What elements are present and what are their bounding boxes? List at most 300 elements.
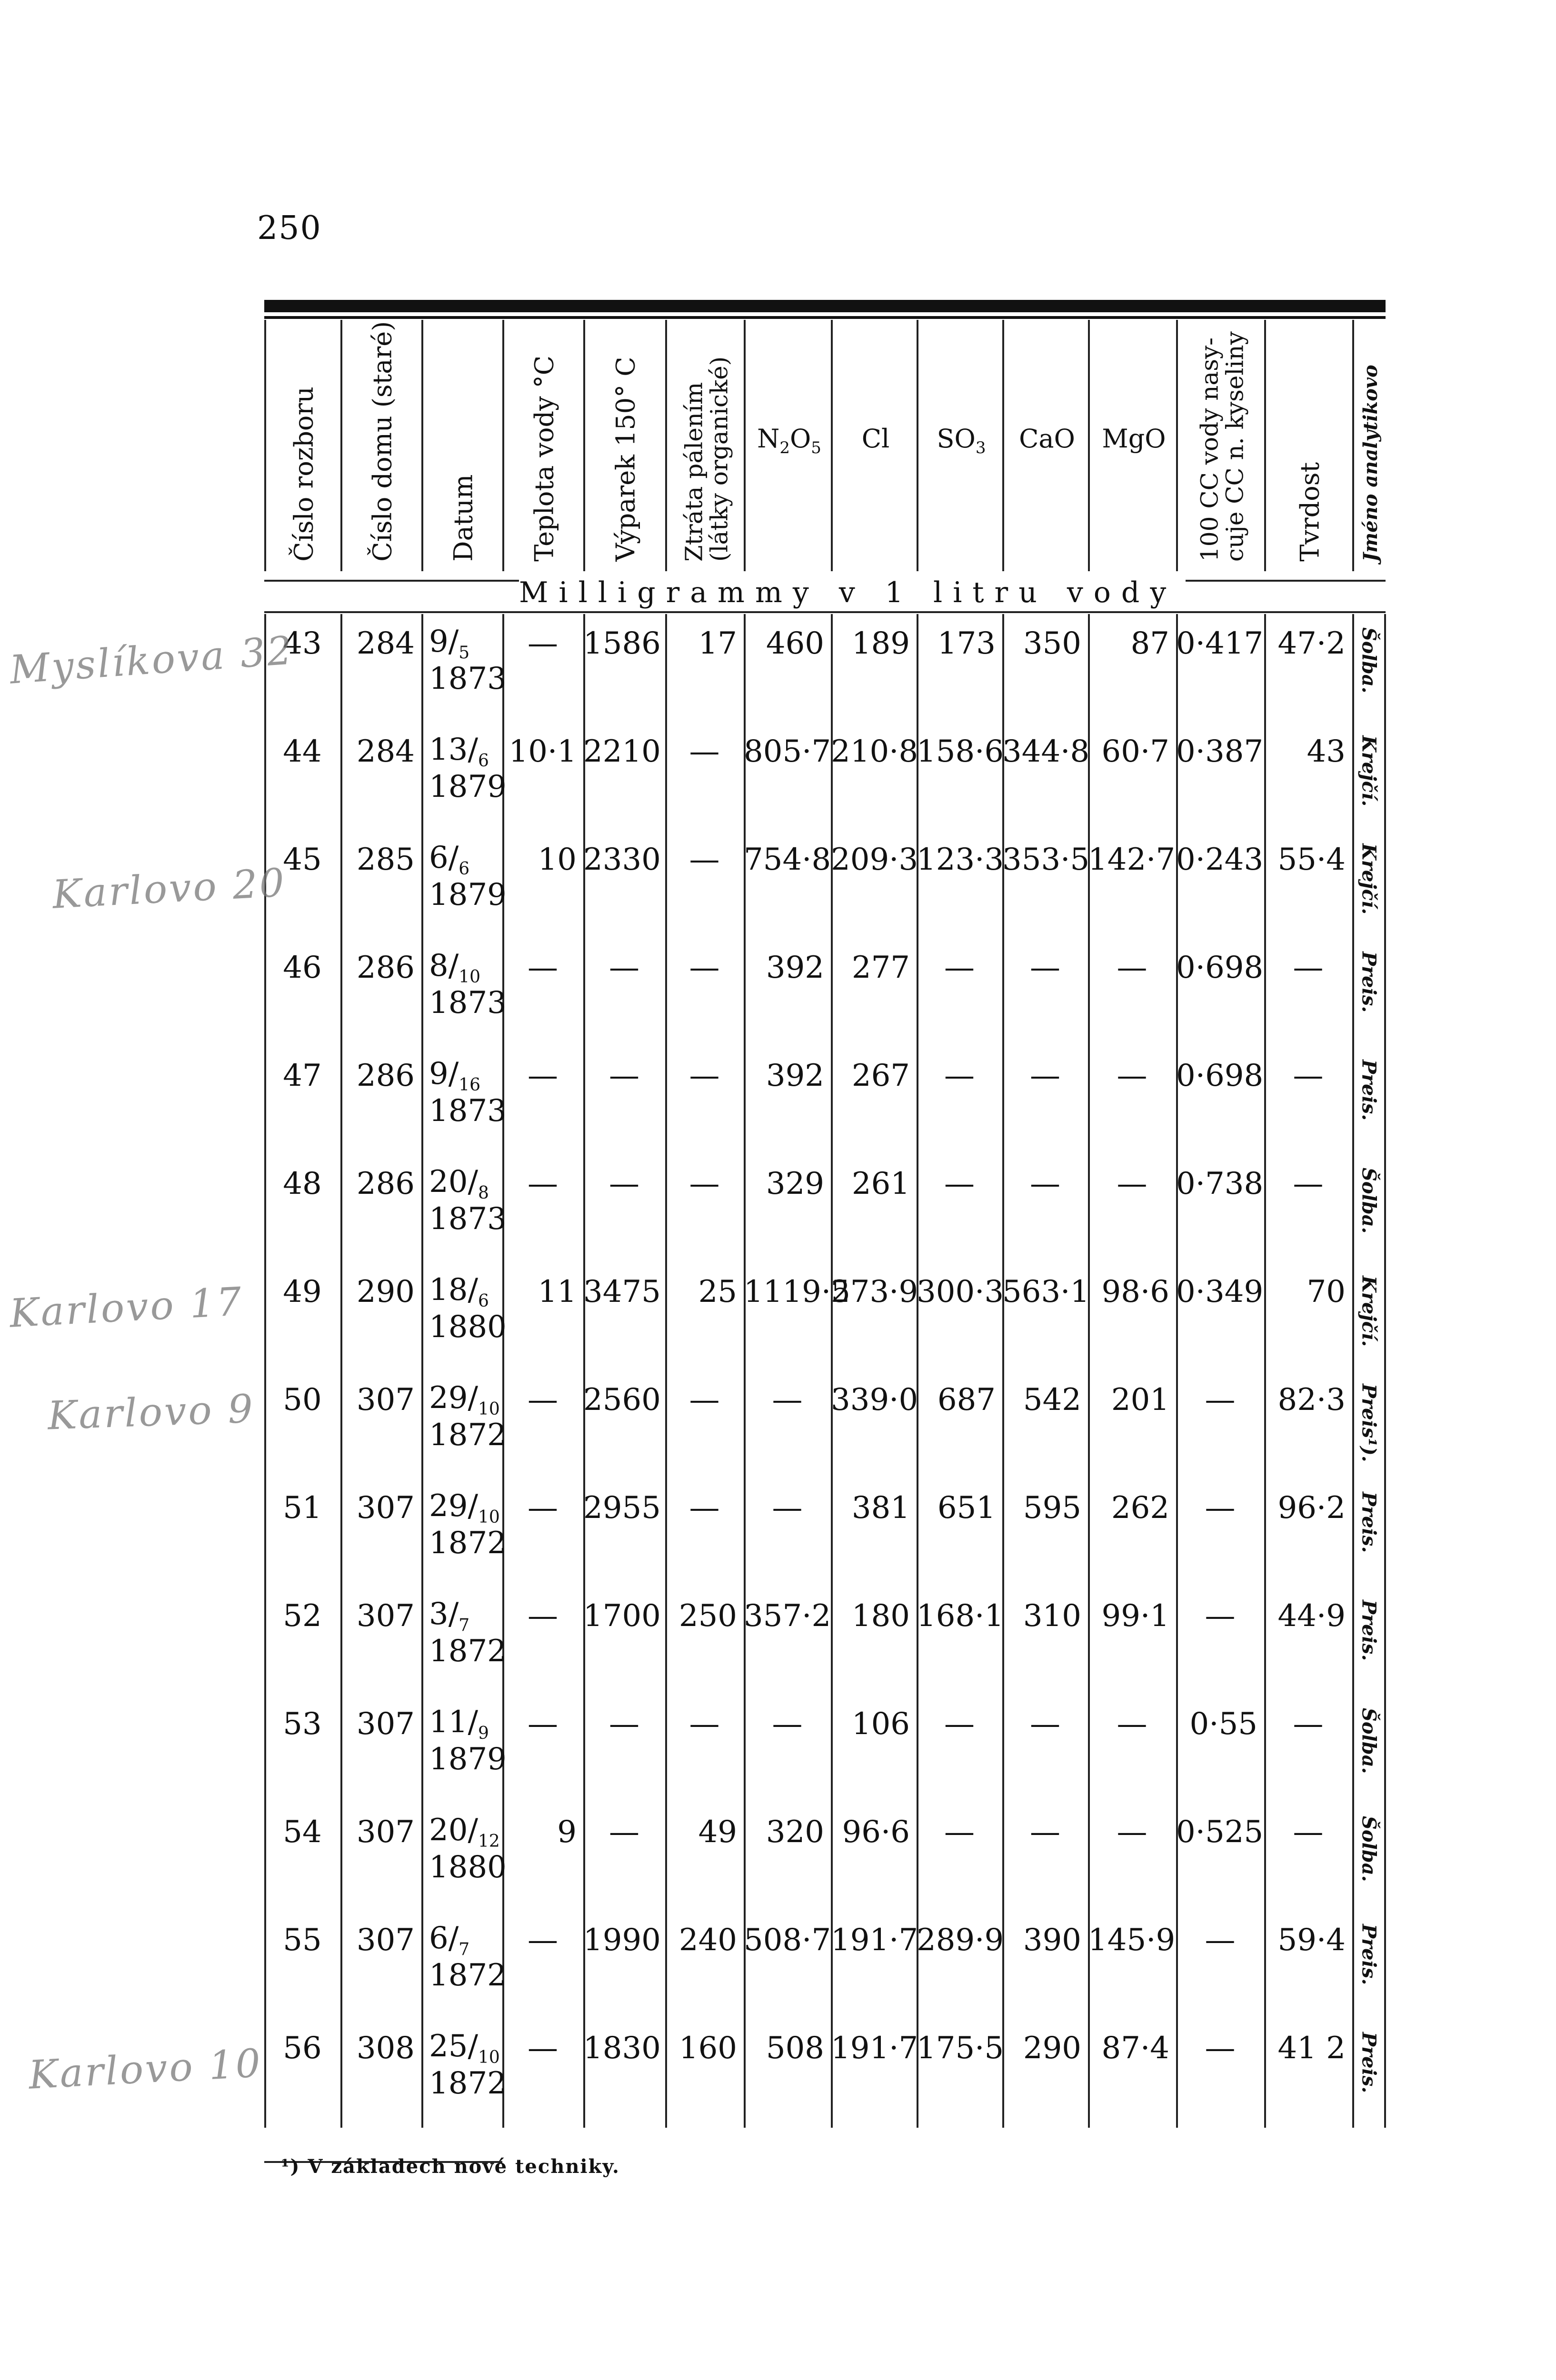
analyst-name: Preis¹). — [1357, 1384, 1380, 1462]
cell-ztrata: — — [689, 1166, 720, 1201]
date-slash: / — [468, 1272, 478, 1308]
cell-analytik — [1352, 1375, 1386, 1461]
cell-tvrdost: 96·2 — [1277, 1490, 1346, 1526]
table-row — [264, 727, 1386, 835]
cell-ztrata: 49 — [698, 1815, 737, 1850]
cell-analytik — [1352, 1051, 1386, 1137]
analyst-name: Krejčí. — [1357, 843, 1380, 915]
analyst-name: Preis. — [1357, 1492, 1380, 1553]
cell-kyseliny: — — [1205, 1382, 1236, 1418]
cell-mgo: 87 — [1130, 626, 1169, 661]
cell-rozbor: 43 — [283, 626, 322, 661]
cell-cao: 310 — [1023, 1598, 1081, 1634]
cell-so3: 158·6 — [917, 734, 1004, 769]
date-month: 5 — [459, 643, 470, 663]
date-day: 9 — [429, 624, 449, 659]
cell-mgo: 201 — [1111, 1382, 1169, 1418]
date-month: 16 — [459, 1075, 481, 1095]
date-slash: / — [448, 624, 459, 659]
cell-cao: 542 — [1023, 1382, 1081, 1418]
analyst-name: Preis. — [1357, 1600, 1380, 1661]
cell-tvrdost: 55·4 — [1277, 842, 1346, 877]
cell-cl: 106 — [851, 1706, 910, 1742]
cell-cl: 189 — [851, 626, 910, 661]
analyst-name: Šolba. — [1357, 1168, 1380, 1234]
cell-rozbor: 52 — [283, 1598, 322, 1634]
cell-rozbor: 44 — [283, 734, 322, 769]
column-header-cl — [831, 320, 918, 571]
cell-rozbor: 47 — [283, 1058, 322, 1093]
cell-mgo: 87·4 — [1101, 2031, 1169, 2066]
cell-datum — [421, 1159, 507, 1245]
cell-analytik — [1352, 1915, 1386, 2001]
table-row — [264, 1915, 1386, 2023]
date-slash: / — [468, 2029, 478, 2064]
cell-analytik — [1352, 727, 1386, 813]
date-slash: / — [448, 840, 459, 875]
table-row — [264, 1051, 1386, 1159]
top-rule-thin — [264, 316, 1386, 319]
cell-kyseliny: 0·55 — [1189, 1706, 1257, 1742]
date-year: 1873 — [429, 1093, 507, 1129]
column-header-tvrdost — [1264, 320, 1354, 571]
cell-dum: 308 — [356, 2031, 415, 2066]
cell-tvrdost: 82·3 — [1277, 1382, 1346, 1418]
cell-teplota: — — [528, 1166, 558, 1201]
cell-datum — [421, 2023, 507, 2109]
cell-teplota: — — [528, 1598, 558, 1634]
cell-dum: 286 — [356, 1058, 415, 1093]
cell-cao: — — [1030, 1058, 1060, 1093]
cell-vyparek: 1586 — [583, 626, 661, 661]
table-row — [264, 619, 1386, 727]
cell-n2o5: 460 — [766, 626, 824, 661]
cell-dum: 307 — [356, 1598, 415, 1634]
column-header-so3 — [917, 320, 1004, 571]
cell-analytik — [1352, 1159, 1386, 1245]
cell-teplota: — — [528, 626, 558, 661]
footnote: ¹) V základech nové techniky. — [281, 2155, 620, 2178]
cell-ztrata: 17 — [698, 626, 737, 661]
date-month: 6 — [478, 1291, 489, 1311]
cell-mgo: 98·6 — [1101, 1274, 1169, 1309]
cell-analytik — [1352, 619, 1386, 704]
units-label: Milligrammy v 1 litru vody — [519, 576, 1186, 609]
cell-tvrdost: 41 2 — [1277, 2031, 1346, 2066]
cell-analytik — [1352, 1591, 1386, 1677]
margin-note: Karlovo 20 — [51, 860, 288, 918]
cell-vyparek: 2560 — [583, 1382, 661, 1418]
cell-teplota: — — [528, 2031, 558, 2066]
cell-so3: 300·3 — [917, 1274, 1004, 1309]
cell-so3: — — [944, 950, 975, 985]
cell-dum: 284 — [356, 734, 415, 769]
cell-mgo: — — [1117, 1815, 1147, 1850]
cell-datum — [421, 1375, 507, 1461]
cell-vyparek: 1830 — [583, 2031, 661, 2066]
analyst-name: Šolba. — [1357, 627, 1380, 694]
cell-cl: 261 — [851, 1166, 910, 1201]
cell-dum: 285 — [356, 842, 415, 877]
column-header-label: MgO — [1102, 424, 1166, 454]
date-day: 29 — [429, 1380, 468, 1416]
cell-tvrdost: 44·9 — [1277, 1598, 1346, 1634]
cell-cl: 209·3 — [831, 842, 918, 877]
cell-cl: 273·9 — [831, 1274, 918, 1309]
date-year: 1880 — [429, 1309, 507, 1345]
cell-rozbor: 45 — [283, 842, 322, 877]
cell-analytik — [1352, 1807, 1386, 1893]
cell-tvrdost: — — [1293, 1166, 1324, 1201]
table-header — [264, 320, 1386, 571]
cell-datum — [421, 943, 507, 1029]
cell-cl: 277 — [851, 950, 910, 985]
cell-vyparek: — — [609, 1706, 639, 1742]
cell-kyseliny: 0·417 — [1176, 626, 1264, 661]
cell-datum — [421, 1591, 507, 1677]
column-header-label: $SO_3$ — [937, 424, 986, 457]
cell-kyseliny: 0·698 — [1176, 950, 1264, 985]
date-day: 9 — [429, 1056, 449, 1091]
cell-mgo: 262 — [1111, 1490, 1169, 1526]
cell-n2o5: — — [772, 1490, 803, 1526]
analyst-name: Preis. — [1357, 952, 1380, 1013]
date-year: 1873 — [429, 985, 507, 1021]
date-year: 1872 — [429, 1525, 507, 1561]
analyst-name: Krejčí. — [1357, 735, 1380, 807]
cell-n2o5: 392 — [766, 950, 824, 985]
cell-teplota: 10 — [538, 842, 577, 877]
cell-ztrata: — — [689, 1490, 720, 1526]
cell-rozbor: 48 — [283, 1166, 322, 1201]
cell-dum: 307 — [356, 1382, 415, 1418]
cell-dum: 307 — [356, 1923, 415, 1958]
cell-datum — [421, 835, 507, 921]
column-header-label: Ztráta pálením (látky organické) — [680, 356, 733, 562]
table-row — [264, 1375, 1386, 1483]
date-day: 11 — [429, 1705, 468, 1740]
table-row — [264, 1483, 1386, 1591]
date-slash: / — [468, 1813, 478, 1848]
cell-kyseliny: 0·243 — [1176, 842, 1264, 877]
cell-kyseliny: 0·387 — [1176, 734, 1264, 769]
column-header-label: Teplota vody °C — [529, 356, 559, 562]
column-header-label: 100 CC vody nasy- cuje CC n. kyseliny — [1196, 331, 1248, 562]
cell-mgo: 142·7 — [1088, 842, 1176, 877]
cell-kyseliny: 0·349 — [1176, 1274, 1264, 1309]
cell-tvrdost: — — [1293, 1815, 1324, 1850]
cell-so3: 168·1 — [917, 1598, 1004, 1634]
column-header-ztrata — [665, 320, 746, 571]
column-header-dum — [340, 320, 423, 571]
cell-cao: — — [1030, 1166, 1060, 1201]
cell-n2o5: — — [772, 1382, 803, 1418]
cell-tvrdost: — — [1293, 950, 1324, 985]
cell-dum: 286 — [356, 950, 415, 985]
table-row — [264, 1699, 1386, 1807]
analyst-name: Krejčí. — [1357, 1276, 1380, 1347]
cell-datum — [421, 1051, 507, 1137]
cell-cao: 390 — [1023, 1923, 1081, 1958]
cell-so3: 175·5 — [917, 2031, 1004, 2066]
date-day: 25 — [429, 2029, 468, 2064]
date-slash: / — [468, 1380, 478, 1416]
date-month: 10 — [478, 2047, 500, 2067]
date-month: 8 — [478, 1183, 489, 1203]
cell-rozbor: 51 — [283, 1490, 322, 1526]
date-year: 1879 — [429, 769, 507, 804]
cell-cl: 96·6 — [842, 1815, 910, 1850]
cell-cl: 191·7 — [831, 2031, 918, 2066]
cell-n2o5: 1119·5 — [744, 1274, 850, 1309]
cell-n2o5: 805·7 — [744, 734, 831, 769]
cell-cl: 267 — [851, 1058, 910, 1093]
cell-tvrdost: 70 — [1307, 1274, 1346, 1309]
date-month: 7 — [459, 1615, 470, 1635]
date-slash: / — [468, 1164, 478, 1200]
date-month: 10 — [478, 1399, 500, 1419]
cell-so3: 651 — [937, 1490, 996, 1526]
date-year: 1873 — [429, 1201, 507, 1237]
cell-so3: 173 — [937, 626, 996, 661]
date-year: 1873 — [429, 661, 507, 696]
cell-cao: 344·8 — [1002, 734, 1090, 769]
cell-mgo: 145·9 — [1088, 1923, 1176, 1958]
date-slash: / — [448, 1921, 459, 1956]
date-slash: / — [468, 1488, 478, 1524]
column-header-datum — [421, 320, 504, 571]
date-day: 20 — [429, 1164, 468, 1200]
cell-vyparek: — — [609, 950, 639, 985]
cell-analytik — [1352, 835, 1386, 921]
cell-teplota: — — [528, 1058, 558, 1093]
cell-vyparek: 1700 — [583, 1598, 661, 1634]
cell-cl: 191·7 — [831, 1923, 918, 1958]
cell-so3: 687 — [937, 1382, 996, 1418]
date-month: 6 — [459, 859, 470, 879]
cell-kyseliny: — — [1205, 2031, 1236, 2066]
cell-tvrdost: 59·4 — [1277, 1923, 1346, 1958]
table-row — [264, 1807, 1386, 1915]
cell-kyseliny: — — [1205, 1490, 1236, 1526]
column-header-teplota — [502, 320, 585, 571]
cell-tvrdost: — — [1293, 1706, 1324, 1742]
date-slash: / — [448, 948, 459, 983]
cell-tvrdost: — — [1293, 1058, 1324, 1093]
cell-so3: — — [944, 1166, 975, 1201]
cell-teplota: 10·1 — [509, 734, 577, 769]
column-header-label: Číslo rozboru — [289, 387, 319, 562]
cell-dum: 307 — [356, 1815, 415, 1850]
cell-cao: 563·1 — [1002, 1274, 1090, 1309]
column-header-label: Cl — [861, 424, 890, 454]
date-day: 20 — [429, 1813, 468, 1848]
date-day: 29 — [429, 1488, 468, 1524]
date-month: 9 — [478, 1723, 489, 1743]
margin-note: Myslíkova 32 — [8, 628, 296, 693]
cell-vyparek: — — [609, 1058, 639, 1093]
table-row — [264, 943, 1386, 1051]
column-header-rozbor — [264, 320, 342, 571]
cell-kyseliny: — — [1205, 1923, 1236, 1958]
table-row — [264, 1159, 1386, 1267]
cell-n2o5: 508·7 — [744, 1923, 831, 1958]
cell-tvrdost: 43 — [1307, 734, 1346, 769]
date-day: 13 — [429, 732, 468, 767]
cell-datum — [421, 1807, 507, 1893]
cell-datum — [421, 1483, 507, 1569]
cell-cl: 339·0 — [831, 1382, 918, 1418]
column-header-label: Tvrdost — [1295, 462, 1325, 562]
top-rule-heavy — [264, 300, 1386, 312]
cell-dum: 307 — [356, 1706, 415, 1742]
cell-ztrata: — — [689, 1382, 720, 1418]
cell-ztrata: 240 — [678, 1923, 737, 1958]
margin-note: Karlovo 9 — [47, 1386, 256, 1439]
date-slash: / — [468, 1705, 478, 1740]
date-day: 18 — [429, 1272, 468, 1308]
cell-datum — [421, 727, 507, 813]
cell-cl: 210·8 — [831, 734, 918, 769]
cell-cao: — — [1030, 1815, 1060, 1850]
analyst-name: Preis. — [1357, 1060, 1380, 1121]
cell-n2o5: 754·8 — [744, 842, 831, 877]
cell-vyparek: 3475 — [583, 1274, 661, 1309]
cell-n2o5: 320 — [766, 1815, 824, 1850]
column-header-kyseliny — [1176, 320, 1266, 571]
cell-dum: 286 — [356, 1166, 415, 1201]
date-slash: / — [448, 1597, 459, 1632]
cell-ztrata: — — [689, 950, 720, 985]
cell-mgo: 99·1 — [1101, 1598, 1169, 1634]
cell-mgo: — — [1117, 1166, 1147, 1201]
cell-teplota: 11 — [538, 1274, 577, 1309]
date-year: 1879 — [429, 1741, 507, 1777]
cell-ztrata: — — [689, 842, 720, 877]
date-month: 12 — [478, 1831, 500, 1851]
cell-kyseliny: 0·738 — [1176, 1166, 1264, 1201]
analyst-name: Šolba. — [1357, 1816, 1380, 1882]
column-header-n2o5 — [744, 320, 833, 571]
table-row — [264, 1267, 1386, 1375]
cell-dum: 284 — [356, 626, 415, 661]
date-slash: / — [448, 1056, 459, 1091]
date-day: 3 — [429, 1597, 449, 1632]
date-month: 6 — [478, 751, 489, 771]
date-year: 1872 — [429, 1957, 507, 1993]
cell-kyseliny: 0·525 — [1176, 1815, 1264, 1850]
analyst-name: Preis. — [1357, 2032, 1380, 2093]
cell-rozbor: 54 — [283, 1815, 322, 1850]
cell-teplota: 9 — [557, 1815, 577, 1850]
cell-vyparek: — — [609, 1166, 639, 1201]
cell-n2o5: 392 — [766, 1058, 824, 1093]
cell-vyparek: 2955 — [583, 1490, 661, 1526]
date-day: 6 — [429, 840, 449, 875]
cell-teplota: — — [528, 1923, 558, 1958]
cell-so3: — — [944, 1815, 975, 1850]
margin-note: Karlovo 10 — [27, 2041, 264, 2098]
cell-analytik — [1352, 1483, 1386, 1569]
column-header-analytik — [1352, 320, 1387, 571]
cell-n2o5: — — [772, 1706, 803, 1742]
table-row — [264, 835, 1386, 943]
cell-analytik — [1352, 943, 1386, 1029]
cell-vyparek: 2210 — [583, 734, 661, 769]
date-year: 1872 — [429, 1633, 507, 1669]
cell-cao: 595 — [1023, 1490, 1081, 1526]
date-year: 1880 — [429, 1849, 507, 1885]
cell-n2o5: 508 — [766, 2031, 824, 2066]
cell-ztrata: 250 — [678, 1598, 737, 1634]
margin-note: Karlovo 17 — [8, 1279, 245, 1337]
cell-cao: — — [1030, 1706, 1060, 1742]
column-header-mgo — [1088, 320, 1178, 571]
cell-so3: 123·3 — [917, 842, 1004, 877]
cell-mgo: — — [1117, 1058, 1147, 1093]
table-row — [264, 1591, 1386, 1699]
date-year: 1872 — [429, 1417, 507, 1453]
cell-n2o5: 329 — [766, 1166, 824, 1201]
cell-kyseliny: 0·698 — [1176, 1058, 1264, 1093]
cell-rozbor: 56 — [283, 2031, 322, 2066]
cell-teplota: — — [528, 1490, 558, 1526]
cell-n2o5: 357·2 — [744, 1598, 831, 1634]
cell-rozbor: 49 — [283, 1274, 322, 1309]
cell-cl: 180 — [851, 1598, 910, 1634]
cell-so3: 289·9 — [917, 1923, 1004, 1958]
cell-ztrata: — — [689, 1058, 720, 1093]
cell-cao: 290 — [1023, 2031, 1081, 2066]
column-header-cao — [1002, 320, 1090, 571]
cell-teplota: — — [528, 950, 558, 985]
cell-so3: — — [944, 1058, 975, 1093]
cell-teplota: — — [528, 1382, 558, 1418]
cell-so3: — — [944, 1706, 975, 1742]
cell-vyparek: 1990 — [583, 1923, 661, 1958]
cell-datum — [421, 619, 507, 704]
cell-rozbor: 50 — [283, 1382, 322, 1418]
cell-ztrata: — — [689, 1706, 720, 1742]
cell-datum — [421, 1699, 507, 1785]
cell-cao: 353·5 — [1002, 842, 1090, 877]
cell-analytik — [1352, 1267, 1386, 1353]
cell-cl: 381 — [851, 1490, 910, 1526]
date-month: 10 — [478, 1507, 500, 1527]
cell-cao: 350 — [1023, 626, 1081, 661]
column-header-label: CaO — [1019, 424, 1075, 454]
column-header-label: Jméno analytikovo — [1359, 365, 1382, 562]
cell-tvrdost: 47·2 — [1277, 626, 1346, 661]
cell-teplota: — — [528, 1706, 558, 1742]
cell-kyseliny: — — [1205, 1598, 1236, 1634]
table-row — [264, 2023, 1386, 2132]
cell-datum — [421, 1915, 507, 2001]
cell-dum: 290 — [356, 1274, 415, 1309]
analyst-name: Preis. — [1357, 1924, 1380, 1985]
cell-rozbor: 46 — [283, 950, 322, 985]
cell-datum — [421, 1267, 507, 1353]
cell-ztrata: — — [689, 734, 720, 769]
column-header-label: Datum — [448, 474, 479, 562]
units-rule-bottom — [264, 611, 1386, 613]
cell-dum: 307 — [356, 1490, 415, 1526]
date-year: 1872 — [429, 2065, 507, 2101]
column-header-label: $N_2O_5$ — [757, 424, 821, 457]
cell-ztrata: 160 — [678, 2031, 737, 2066]
date-day: 6 — [429, 1921, 449, 1956]
page-number: 250 — [257, 209, 322, 247]
